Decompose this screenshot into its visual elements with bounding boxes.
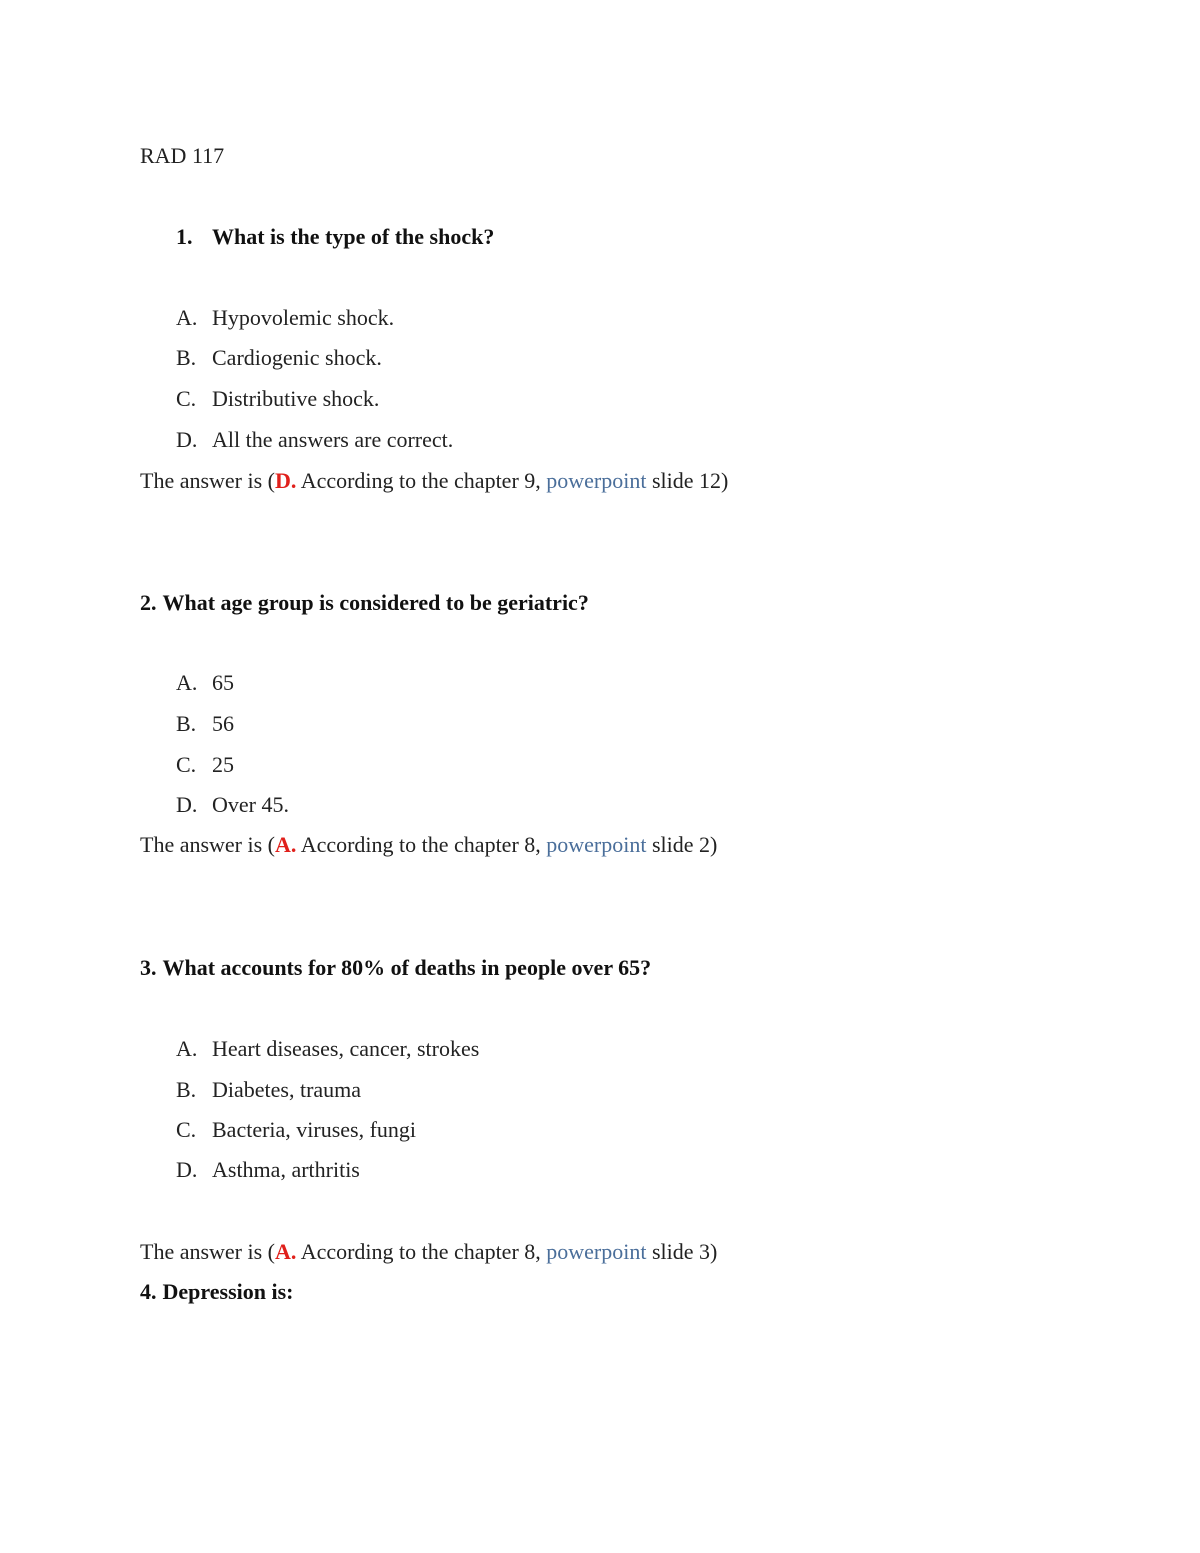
option-letter: A. bbox=[176, 305, 198, 330]
option-2d bbox=[176, 791, 289, 819]
answer-line-3 bbox=[140, 1238, 717, 1266]
option-1d bbox=[176, 426, 453, 454]
question-4 bbox=[140, 1278, 294, 1306]
question-text: What is the type of the shock? bbox=[212, 224, 495, 249]
option-1a bbox=[176, 304, 394, 332]
question-number: 1. bbox=[176, 224, 193, 249]
answer-letter: D. bbox=[275, 468, 297, 493]
option-1b bbox=[176, 344, 382, 372]
option-text: Distributive shock. bbox=[212, 386, 380, 411]
answer-line-1 bbox=[140, 467, 728, 495]
option-text: All the answers are correct. bbox=[212, 427, 454, 452]
answer-prefix: The answer is ( bbox=[140, 832, 276, 857]
answer-letter: A. bbox=[275, 1239, 297, 1264]
question-text: What accounts for 80% of deaths in people over 65? bbox=[162, 955, 652, 980]
answer-middle: According to the chapter 8, bbox=[296, 832, 547, 857]
option-letter: B. bbox=[176, 345, 197, 370]
option-letter: A. bbox=[176, 1036, 198, 1061]
option-letter: B. bbox=[176, 1077, 197, 1102]
option-letter: D. bbox=[176, 792, 198, 817]
question-3 bbox=[140, 954, 651, 982]
question-number: 3. bbox=[140, 955, 157, 980]
option-3c bbox=[176, 1116, 416, 1144]
option-1c bbox=[176, 385, 379, 413]
option-text: Diabetes, trauma bbox=[212, 1077, 362, 1102]
answer-prefix: The answer is ( bbox=[140, 1239, 276, 1264]
option-letter: D. bbox=[176, 1157, 198, 1182]
course-title: RAD 117 bbox=[140, 143, 225, 168]
powerpoint-link[interactable]: powerpoint bbox=[546, 468, 647, 493]
option-text: Asthma, arthritis bbox=[212, 1157, 360, 1182]
question-number: 4. bbox=[140, 1279, 157, 1304]
option-text: 25 bbox=[212, 752, 234, 777]
answer-middle: According to the chapter 9, bbox=[296, 468, 547, 493]
answer-line-2 bbox=[140, 831, 717, 859]
question-text: Depression is: bbox=[162, 1279, 294, 1304]
option-2c bbox=[176, 751, 234, 779]
option-letter: B. bbox=[176, 711, 197, 736]
option-3b bbox=[176, 1076, 361, 1104]
answer-suffix: slide 3) bbox=[646, 1239, 718, 1264]
question-text: What age group is considered to be geriatric? bbox=[162, 590, 589, 615]
option-letter: C. bbox=[176, 752, 197, 777]
option-text: Heart diseases, cancer, strokes bbox=[212, 1036, 480, 1061]
option-text: 65 bbox=[212, 670, 234, 695]
option-text: Bacteria, viruses, fungi bbox=[212, 1117, 417, 1142]
question-number: 2. bbox=[140, 590, 157, 615]
option-3a bbox=[176, 1035, 479, 1063]
option-2a bbox=[176, 669, 234, 697]
option-text: 56 bbox=[212, 711, 234, 736]
option-letter: A. bbox=[176, 670, 198, 695]
answer-middle: According to the chapter 8, bbox=[296, 1239, 547, 1264]
question-1 bbox=[140, 223, 494, 251]
option-text: Over 45. bbox=[212, 792, 289, 817]
option-text: Cardiogenic shock. bbox=[212, 345, 382, 370]
option-letter: C. bbox=[176, 386, 197, 411]
powerpoint-link[interactable]: powerpoint bbox=[546, 832, 647, 857]
option-3d bbox=[176, 1156, 360, 1184]
option-2b bbox=[176, 710, 234, 738]
powerpoint-link[interactable]: powerpoint bbox=[546, 1239, 647, 1264]
option-text: Hypovolemic shock. bbox=[212, 305, 395, 330]
question-2 bbox=[140, 589, 589, 617]
option-letter: C. bbox=[176, 1117, 197, 1142]
answer-suffix: slide 2) bbox=[646, 832, 718, 857]
answer-suffix: slide 12) bbox=[646, 468, 729, 493]
option-letter: D. bbox=[176, 427, 198, 452]
answer-prefix: The answer is ( bbox=[140, 468, 276, 493]
answer-letter: A. bbox=[275, 832, 297, 857]
